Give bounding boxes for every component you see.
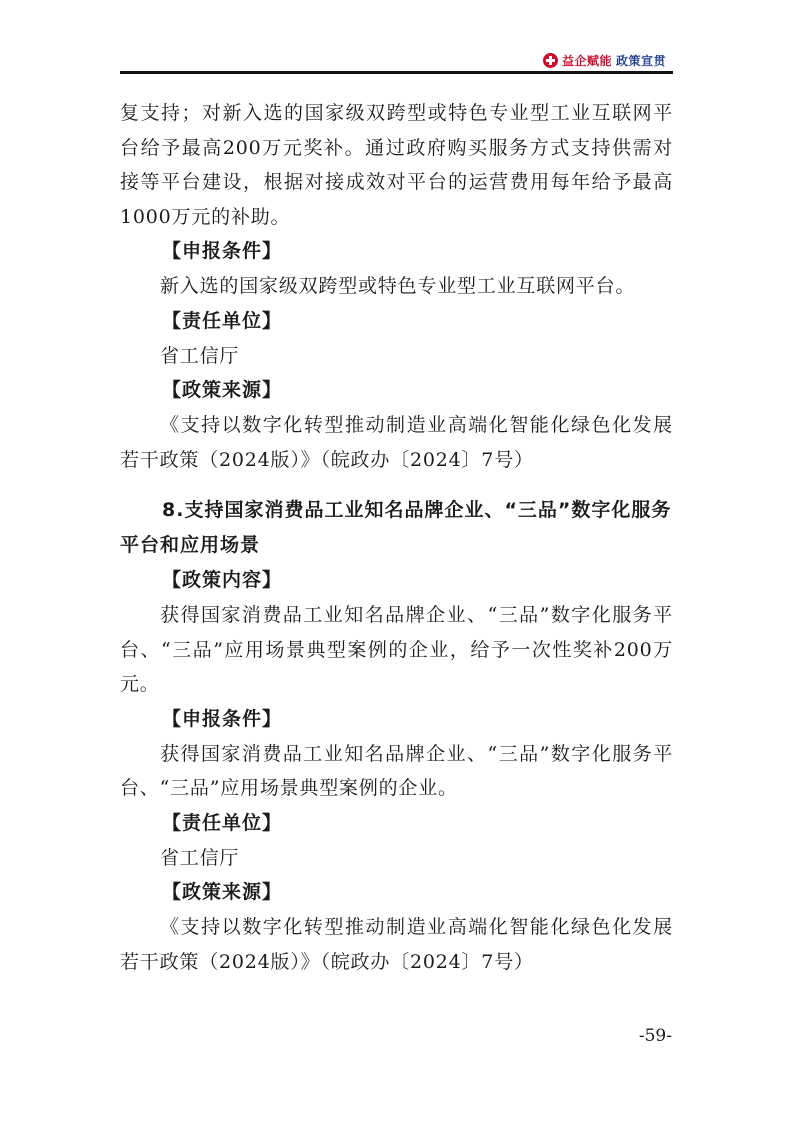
- header-tagline: 政策宣贯: [615, 54, 666, 68]
- document-body: [120, 96, 673, 979]
- policy-source-text: 《支持以数字化转型推动制造业高端化智能化绿色化发展若干政策（2024版）》（皖政办〔2024〕7号）: [120, 414, 673, 471]
- item-8-title: 8.支持国家消费品工业知名品牌企业、“三品”数字化服务平台和应用场景: [120, 499, 672, 556]
- item-8-content-label: 【政策内容】: [162, 569, 283, 591]
- policy-content-continued: 复支持；对新入选的国家级双跨型或特色专业型工业互联网平台给予最高200万元奖补。通过政府购买服务方式支持供需对接等平台建设，根据对接成效对平台的运营费用每年给予最高1000万元的补助。: [120, 102, 673, 228]
- conditions-text: 新入选的国家级双跨型或特色专业型工业互联网平台。: [160, 275, 636, 297]
- header-divider: [120, 71, 673, 74]
- responsible-dept-label: 【责任单位】: [162, 309, 283, 332]
- page-number: -59-: [638, 1026, 672, 1046]
- item-8-conditions-label: 【申报条件】: [162, 707, 283, 730]
- brand-logo-icon: [543, 53, 558, 68]
- responsible-dept-text: 省工信厅: [160, 344, 240, 367]
- item-8-dept-label: 【责任单位】: [162, 811, 283, 834]
- item-8-conditions-text: 获得国家消费品工业知名品牌企业、“三品”数字化服务平台、“三品”应用场景典型案例的企业。: [120, 742, 673, 799]
- item-8-content-text: 获得国家消费品工业知名品牌企业、“三品”数字化服务平台、“三品”应用场景典型案例的企业，给予一次性奖补200万元。: [120, 604, 673, 695]
- policy-source-label: 【政策来源】: [162, 379, 283, 401]
- item-8-dept-text: 省工信厅: [160, 846, 240, 869]
- item-8-source-text: 《支持以数字化转型推动制造业高端化智能化绿色化发展若干政策（2024版）》（皖政办〔2024〕7号）: [120, 916, 673, 973]
- conditions-label: 【申报条件】: [162, 240, 283, 262]
- header-brand: 益企赋能: [561, 54, 612, 68]
- item-8-source-label: 【政策来源】: [162, 881, 283, 903]
- header-logo: [543, 52, 666, 69]
